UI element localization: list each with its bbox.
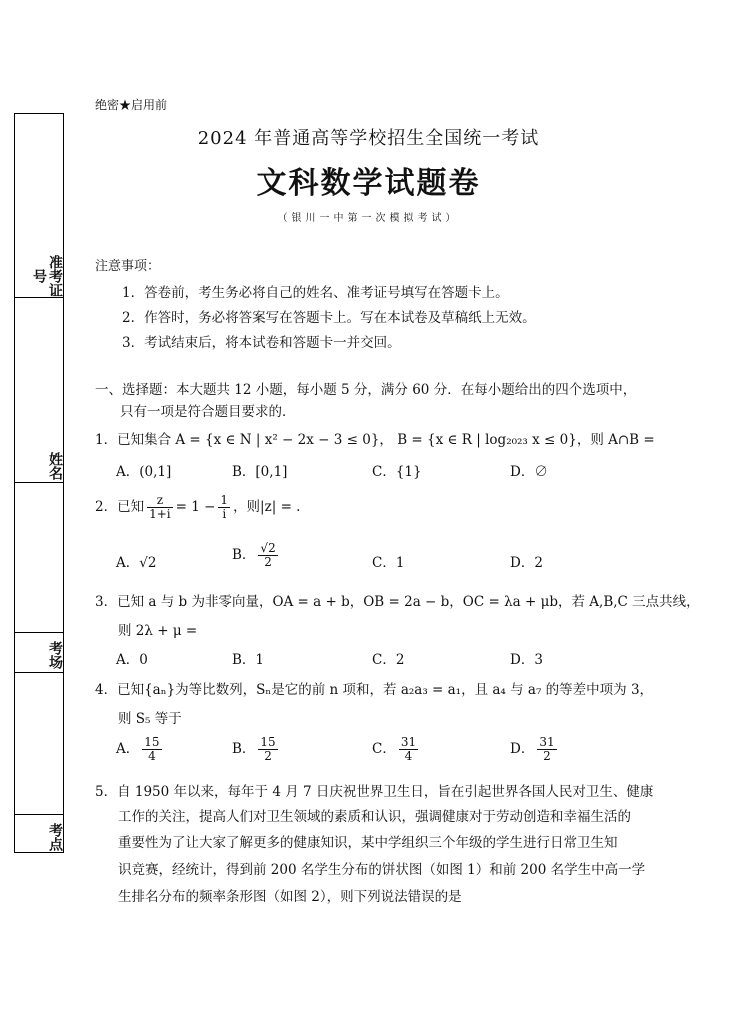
q4-b-den: 2	[264, 749, 272, 763]
q2-frac-den: 1+i	[149, 507, 171, 521]
q2-fraction-2	[218, 494, 230, 521]
question-4-stem-cont: 则 S₅ 等于	[118, 711, 182, 727]
secret-mark: 绝密★启用前	[95, 98, 168, 112]
side-label-exam-number: 准考证号	[31, 255, 63, 297]
q4-option-d-label: D．	[510, 741, 535, 757]
q1-option-d: D．∅	[510, 464, 548, 480]
paper-subtitle: （银川一中第一次模拟考试）	[277, 213, 460, 224]
q4-option-b-fraction	[258, 736, 277, 763]
q2-option-c: C．1	[372, 555, 405, 571]
q4-option-d	[510, 736, 560, 763]
q3-option-c: C．2	[372, 652, 405, 668]
paper-title: 文科数学试题卷	[256, 166, 481, 201]
notice-item: 3．考试结束后，将本试卷和答题卡一并交回。	[122, 335, 401, 351]
q2-option-d: D．2	[510, 555, 543, 571]
side-label-name: 姓名	[47, 452, 63, 480]
question-5-line: 工作的关注，提高人们对卫生领域的素质和认识，强调健康对于劳动创造和幸福生活的	[118, 809, 631, 825]
question-2-stem	[95, 494, 300, 521]
q2-option-b-fraction	[258, 542, 277, 569]
q4-option-c	[372, 736, 421, 763]
q4-d-num: 31	[539, 735, 555, 749]
q2-optb-num: √2	[260, 541, 276, 555]
q3-option-a: A．0	[116, 652, 148, 668]
q4-c-den: 4	[404, 749, 413, 763]
q2-optb-den: 2	[264, 555, 272, 569]
exam-title: 2024 年普通高等学校招生全国统一考试	[197, 128, 540, 149]
divider	[15, 814, 63, 815]
question-3-stem-cont: 则 2λ + μ =	[118, 623, 198, 639]
question-3-stem: 3．已知 a 与 b 为非零向量，OA = a + b，OB = 2a − b，OC = λa + μb，若 A,B,C 三点共线，	[95, 594, 700, 610]
side-label-exam-site: 考点	[47, 823, 63, 851]
q4-a-den: 4	[148, 749, 156, 763]
q4-option-a	[116, 736, 165, 763]
question-5-line: 生排名分布的频率条形图（如图 2），则下列说法错误的是	[118, 889, 462, 905]
q2-prefix: 2．已知	[95, 499, 145, 515]
q2-frac-num: z	[147, 494, 173, 508]
q4-a-num: 15	[144, 735, 160, 749]
q4-option-c-fraction	[399, 736, 418, 763]
q4-option-a-fraction	[142, 736, 161, 763]
q2-frac2-den: i	[222, 507, 227, 521]
q3-option-b: B．1	[232, 652, 265, 668]
question-5-line: 5．自 1950 年以来，每年于 4 月 7 日庆祝世界卫生日，旨在引起世界各国人民对卫生、健康	[95, 784, 654, 800]
q2-suffix: ，则|z| = .	[233, 499, 301, 515]
section-heading: 一、选择题：本大题共 12 小题，每小题 5 分，满分 60 分．在每小题给出的四个选项中，	[95, 382, 637, 398]
binding-margin-box	[14, 113, 64, 853]
q2-frac2-num: 1	[220, 493, 229, 507]
q2-mid: = 1 −	[175, 499, 216, 515]
notice-heading: 注意事项：	[95, 259, 161, 274]
q2-fraction	[147, 494, 173, 521]
notice-item: 2．作答时，务必将答案写在答题卡上。写在本试卷及草稿纸上无效。	[122, 310, 536, 326]
q4-option-d-fraction	[537, 736, 556, 763]
q1-option-a: A．(0,1]	[116, 464, 172, 480]
q2-option-a: A．√2	[116, 555, 157, 571]
q4-option-b-label: B．	[232, 741, 256, 757]
divider	[15, 632, 63, 633]
side-label-exam-room: 考场	[47, 641, 63, 669]
q3-option-d: D．3	[510, 652, 543, 668]
q4-option-c-label: C．	[372, 741, 396, 757]
section-heading-cont: 只有一项是符合题目要求的．	[120, 404, 296, 420]
question-5-line: 识竞赛，经统计，得到前 200 名学生分布的饼状图（如图 1）和前 200 名学生中高一学	[118, 862, 646, 878]
question-4-stem: 4．已知{aₙ}为等比数列，Sₙ是它的前 n 项和，若 a₂a₃ = a₁，且 a₄ 与 a₇ 的等差中项为 3，	[95, 682, 654, 698]
notice-item: 1．答卷前，考生务必将自己的姓名、准考证号填写在答题卡上。	[122, 285, 509, 301]
q4-c-num: 31	[400, 735, 417, 749]
q1-option-c: C．{1}	[372, 464, 422, 480]
q4-d-den: 2	[543, 749, 551, 763]
q2-option-b	[232, 542, 281, 569]
q4-option-a-label: A．	[116, 741, 140, 757]
q4-b-num: 15	[260, 735, 276, 749]
divider	[15, 672, 63, 673]
q2-option-b-label: B．	[232, 547, 256, 563]
question-1-stem: 1．已知集合 A = {x ∈ N | x² − 2x − 3 ≤ 0}， B = {x ∈ R | log₂₀₂₃ x ≤ 0}，则 A∩B =	[95, 432, 655, 448]
question-5-line: 重要性为了让大家了解更多的健康知识，某中学组织三个年级的学生进行日常卫生知	[118, 835, 618, 851]
q4-option-b	[232, 736, 281, 763]
q1-option-b: B．[0,1]	[232, 464, 288, 480]
